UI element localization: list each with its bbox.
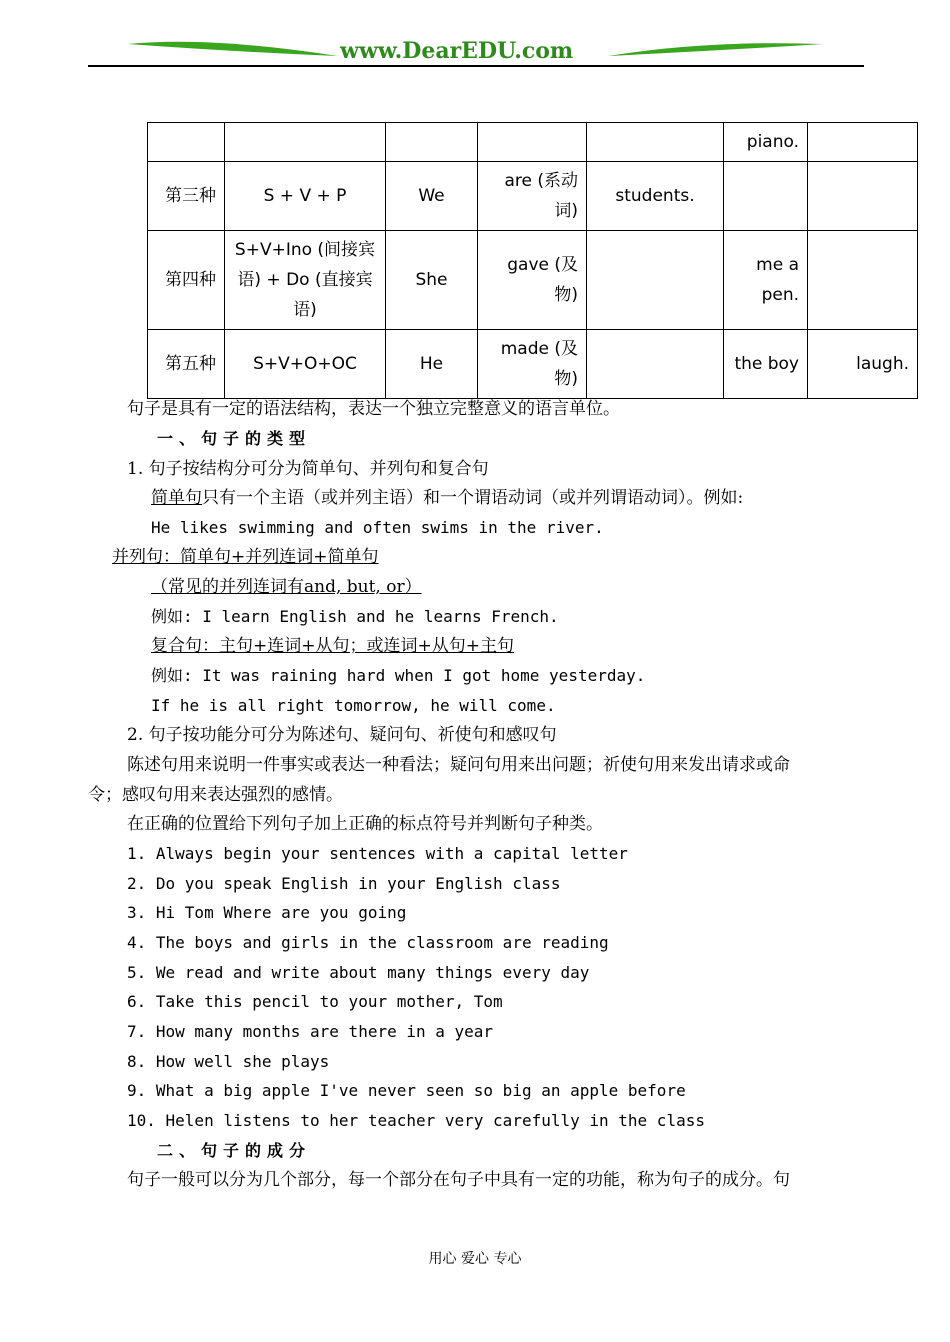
sentence-pattern-table (147, 122, 918, 399)
table-row (148, 123, 918, 162)
table-cell: piano. (724, 123, 808, 162)
heading-sentence-types: 一、句子的类型 (157, 429, 312, 448)
table-row (148, 330, 918, 399)
function-desc-line1: 陈述句用来说明一件事实或表达一种看法；疑问句用来出问题；祈使句用来发出请求或命 (127, 755, 790, 775)
exercise-item: 10. Helen listens to her teacher very carefully in the class (127, 1111, 705, 1130)
exercise-item: 5. We read and write about many things every day (127, 963, 590, 982)
table-cell (225, 123, 386, 162)
exercise-item: 8. How well she plays (127, 1052, 330, 1071)
table-cell: me a pen. (724, 231, 808, 330)
table-cell (587, 330, 724, 399)
elements-intro: 句子一般可以分为几个部分，每一个部分在句子中具有一定的功能，称为句子的成分。句 (127, 1170, 790, 1190)
table-cell: S+V+O+OC (225, 330, 386, 399)
function-intro: 2. 句子按功能分可分为陈述句、疑问句、祈使句和感叹句 (127, 725, 557, 745)
table-cell: 第五种 (148, 330, 225, 399)
conjunction-note: （常见的并列连词有and, but, or） (151, 577, 422, 597)
example-complex-2: If he is all right tomorrow, he will come. (151, 696, 556, 715)
exercise-item: 7. How many months are there in a year (127, 1022, 494, 1041)
simple-sentence-def (151, 487, 743, 509)
exercise-item: 9. What a big apple I've never seen so big an apple before (127, 1081, 686, 1100)
header-rule (88, 65, 864, 67)
table-cell (386, 123, 478, 162)
table-cell (724, 162, 808, 231)
site-logo: www.DearEDU.com (340, 38, 574, 64)
table-cell: He (386, 330, 478, 399)
example-compound: 例如: I learn English and he learns French. (151, 607, 559, 626)
table-cell: She (386, 231, 478, 330)
table-row (148, 231, 918, 330)
simple-sentence-desc: 只有一个主语（或并列主语）和一个谓语动词（或并列谓语动词）。例如: (202, 488, 744, 508)
table-cell: laugh. (808, 330, 918, 399)
structure-intro: 1. 句子按结构分可分为简单句、并列句和复合句 (127, 459, 489, 479)
table-cell: We (386, 162, 478, 231)
exercise-instruction: 在正确的位置给下列句子加上正确的标点符号并判断句子种类。 (127, 814, 603, 834)
heading-sentence-elements: 二、句子的成分 (157, 1141, 312, 1160)
complex-sentence-def: 复合句：主句+连词+从句；或连词+从句+主句 (151, 636, 514, 656)
table-cell (587, 231, 724, 330)
example-simple: He likes swimming and often swims in the river. (151, 518, 604, 537)
exercise-item: 3. Hi Tom Where are you going (127, 903, 407, 922)
table-cell: the boy (724, 330, 808, 399)
table-cell: 第四种 (148, 231, 225, 330)
example-complex-1: 例如: It was raining hard when I got home yesterday. (151, 666, 646, 685)
table-cell (148, 123, 225, 162)
table-cell: gave (及物) (478, 231, 587, 330)
exercise-item: 1. Always begin your sentences with a capital letter (127, 844, 628, 863)
compound-sentence-def: 并列句：简单句+并列连词+简单句 (112, 547, 379, 567)
table-cell (587, 123, 724, 162)
table-cell: are (系动词) (478, 162, 587, 231)
table-cell: students. (587, 162, 724, 231)
table-cell (478, 123, 587, 162)
table-cell: S+V+Ino (间接宾语) + Do (直接宾语) (225, 231, 386, 330)
exercise-item: 4. The boys and girls in the classroom are reading (127, 933, 609, 952)
exercise-item: 6. Take this pencil to your mother, Tom (127, 992, 503, 1011)
table-cell (808, 231, 918, 330)
function-desc-line2: 令；感叹句用来表达强烈的感情。 (88, 785, 343, 805)
table-cell (808, 162, 918, 231)
exercise-item: 2. Do you speak English in your English class (127, 874, 561, 893)
table-cell: made (及物) (478, 330, 587, 399)
simple-sentence-term: 简单句 (151, 488, 202, 508)
table-cell: S + V + P (225, 162, 386, 231)
table-cell (808, 123, 918, 162)
table-row (148, 162, 918, 231)
page-footer: 用心 爱心 专心 (428, 1251, 522, 1267)
definition: 句子是具有一定的语法结构，表达一个独立完整意义的语言单位。 (127, 399, 620, 419)
table-cell: 第三种 (148, 162, 225, 231)
